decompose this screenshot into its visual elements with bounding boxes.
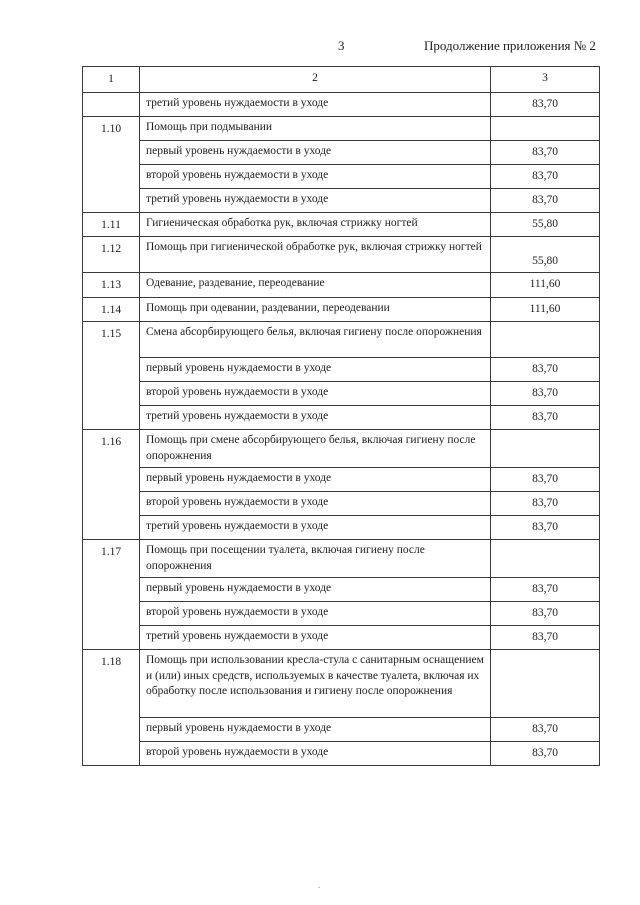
tariff-value: 83,70 [491,626,600,650]
item-number: 1.10 [83,116,140,212]
service-name: первый уровень нуждаемости в уходе [140,718,491,742]
service-name: Помощь при одевании, раздевании, переодевании [140,297,491,322]
table-row [83,212,600,237]
service-name: третий уровень нуждаемости в уходе [140,406,491,430]
tariff-value: 111,60 [491,297,600,322]
table-row [83,718,600,742]
table-row [83,540,600,578]
item-number: 1.16 [83,430,140,540]
service-name: второй уровень нуждаемости в уходе [140,382,491,406]
table-row [83,273,600,298]
item-number: 1.15 [83,322,140,430]
column-header-2: 2 [140,67,491,93]
item-number: 1.17 [83,540,140,650]
tariff-value: 83,70 [491,516,600,540]
scan-artifact: . [318,880,321,890]
tariff-value: 83,70 [491,358,600,382]
service-name: первый уровень нуждаемости в уходе [140,140,491,164]
item-number: 1.14 [83,297,140,322]
service-name: Смена абсорбирующего белья, включая гигиену после опорожнения [140,322,491,358]
column-header-3: 3 [491,67,600,93]
table-row [83,93,600,117]
service-name: третий уровень нуждаемости в уходе [140,93,491,117]
service-name: Помощь при использовании кресла-стула с санитарным оснащением и (или) иных средств, используемых в качестве туалета, включая их обработку после использования и гигиену после опорожнения [140,650,491,718]
item-number: 1.18 [83,650,140,766]
tariff-value [491,540,600,578]
item-number: 1.13 [83,273,140,298]
service-name: Одевание, раздевание, переодевание [140,273,491,298]
tariff-value: 83,70 [491,742,600,766]
tariff-value: 83,70 [491,468,600,492]
service-name: Гигиеническая обработка рук, включая стрижку ногтей [140,212,491,237]
tariff-value: 83,70 [491,188,600,212]
table-header-row [83,67,600,93]
table-row [83,382,600,406]
table-row [83,742,600,766]
tariff-value: 83,70 [491,140,600,164]
tariff-value: 83,70 [491,492,600,516]
service-name: первый уровень нуждаемости в уходе [140,578,491,602]
item-number [83,93,140,117]
table-row [83,297,600,322]
service-name: Помощь при гигиенической обработке рук, включая стрижку ногтей [140,237,491,273]
tariff-value: 83,70 [491,602,600,626]
item-number: 1.11 [83,212,140,237]
item-number: 1.12 [83,237,140,273]
service-name: третий уровень нуждаемости в уходе [140,188,491,212]
service-name: второй уровень нуждаемости в уходе [140,602,491,626]
table-row [83,578,600,602]
service-name: третий уровень нуждаемости в уходе [140,626,491,650]
table-row [83,516,600,540]
table-row [83,140,600,164]
tariff-value [491,650,600,718]
tariff-value: 83,70 [491,164,600,188]
tariff-value: 83,70 [491,578,600,602]
tariff-value: 55,80 [491,237,600,273]
table-row [83,650,600,718]
tariff-value: 83,70 [491,406,600,430]
tariff-value [491,322,600,358]
appendix-continuation-note: Продолжение приложения № 2 [424,38,596,53]
service-name: второй уровень нуждаемости в уходе [140,742,491,766]
tariff-value: 83,70 [491,718,600,742]
table-row [83,322,600,358]
tariff-value [491,430,600,468]
table-row [83,406,600,430]
table-row [83,237,600,273]
service-name: третий уровень нуждаемости в уходе [140,516,491,540]
table-row [83,116,600,140]
column-header-1: 1 [83,67,140,93]
table-row [83,164,600,188]
service-name: Помощь при посещении туалета, включая гигиену после опорожнения [140,540,491,578]
table-row [83,430,600,468]
tariff-value: 111,60 [491,273,600,298]
service-name: первый уровень нуждаемости в уходе [140,358,491,382]
service-name: второй уровень нуждаемости в уходе [140,164,491,188]
tariff-table [82,66,600,766]
table-row [83,468,600,492]
tariff-value [491,116,600,140]
service-name: второй уровень нуждаемости в уходе [140,492,491,516]
service-name: Помощь при подмывании [140,116,491,140]
tariff-value: 55,80 [491,212,600,237]
table-row [83,602,600,626]
table-row [83,188,600,212]
tariff-value: 83,70 [491,93,600,117]
service-name: первый уровень нуждаемости в уходе [140,468,491,492]
tariff-value: 83,70 [491,382,600,406]
table-row [83,626,600,650]
table-row [83,492,600,516]
page-number: 3 [338,38,345,53]
table-row [83,358,600,382]
service-name: Помощь при смене абсорбирующего белья, включая гигиену после опорожнения [140,430,491,468]
